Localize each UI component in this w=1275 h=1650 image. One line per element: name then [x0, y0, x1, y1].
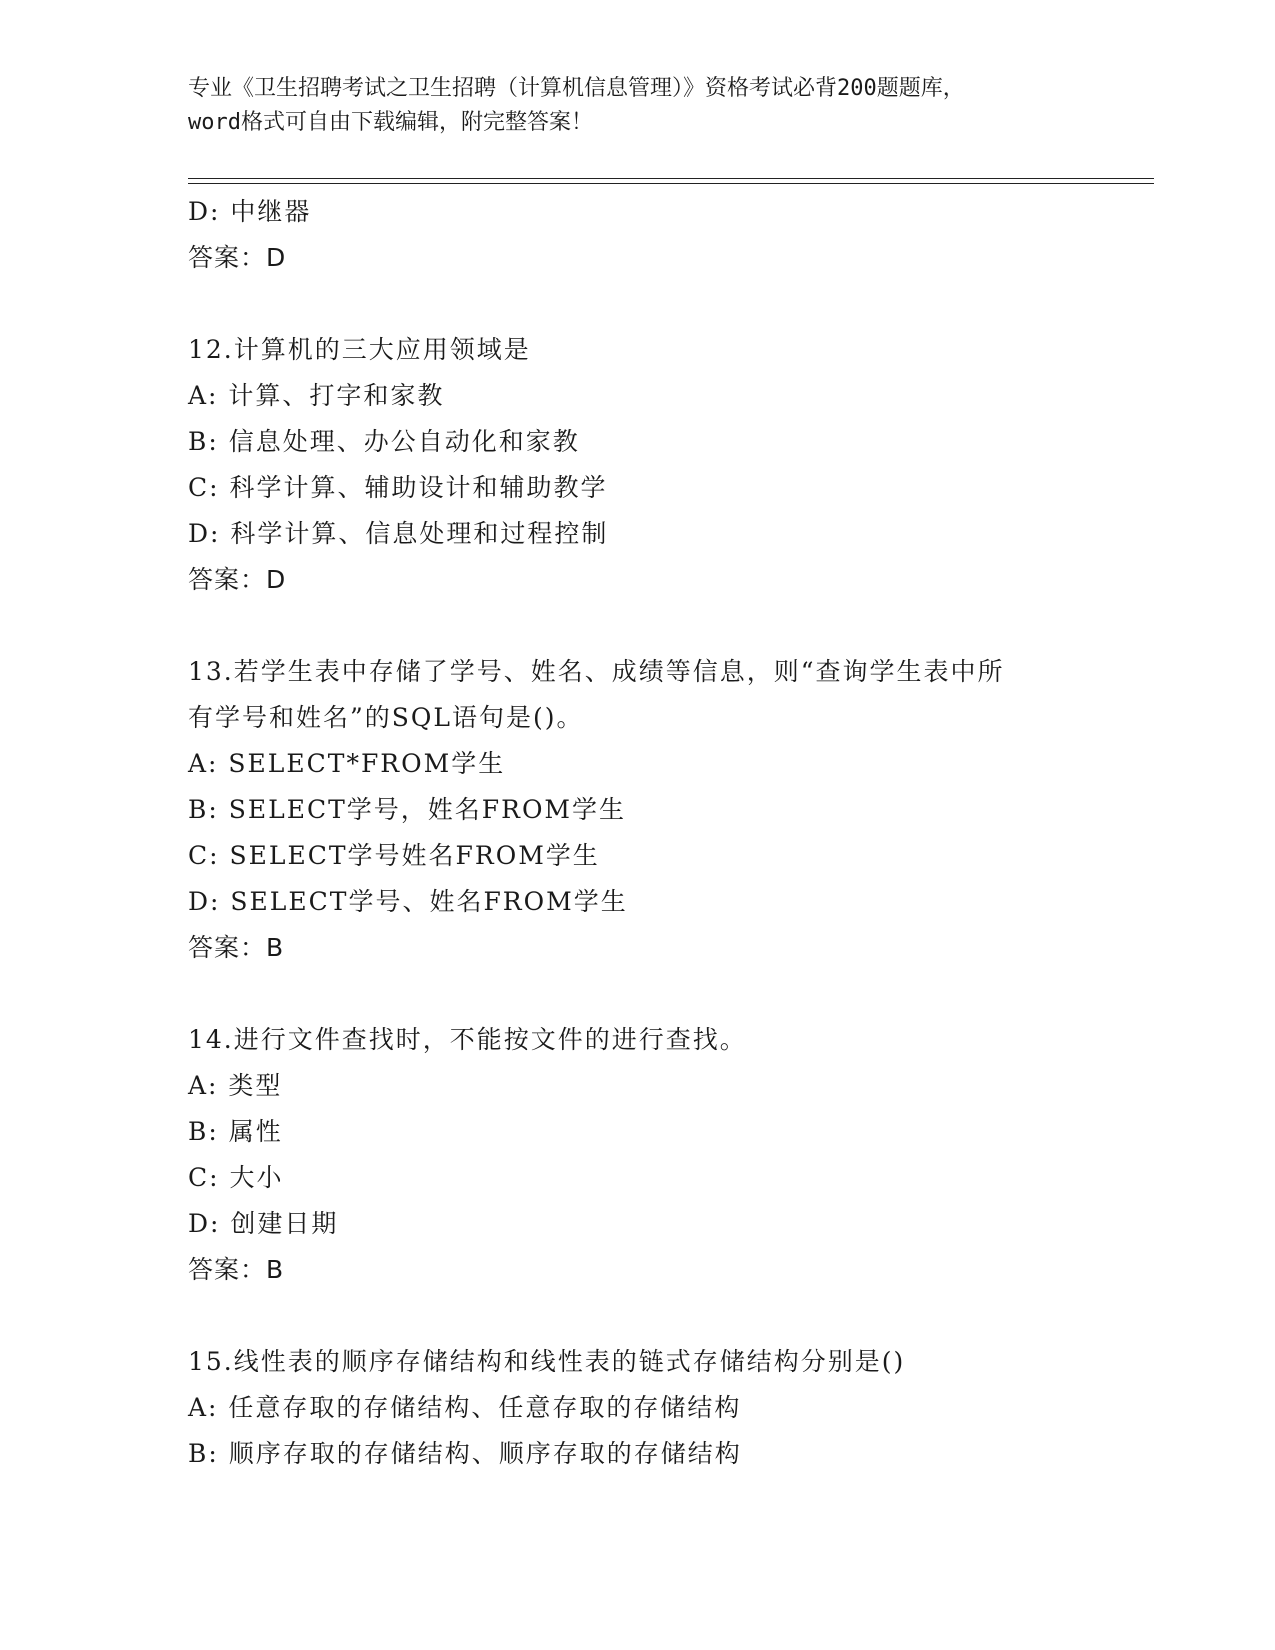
option-c: C: 大小 — [188, 1163, 284, 1192]
header-title-line-1: 专业《卫生招聘考试之卫生招聘（计算机信息管理）》资格考试必背200题题库， — [188, 76, 965, 101]
header-divider-top — [188, 178, 1154, 179]
option-b: B: 顺序存取的存储结构、顺序存取的存储结构 — [188, 1439, 742, 1468]
header-divider-bottom — [188, 183, 1154, 184]
option-d: D: 中继器 — [188, 197, 312, 226]
question-stem-continued: 有学号和姓名”的SQL语句是()。 — [188, 703, 584, 732]
option-b: B: 信息处理、办公自动化和家教 — [188, 427, 580, 456]
spacer — [188, 603, 1088, 649]
question-block-13 — [188, 649, 1088, 971]
answer-line: 答案：B — [188, 1255, 285, 1284]
question-stem: 14.进行文件查找时，不能按文件的进行查找。 — [188, 1025, 747, 1054]
question-stem: 15.线性表的顺序存储结构和线性表的链式存储结构分别是() — [188, 1347, 906, 1376]
question-block-11 — [188, 189, 1088, 281]
answer-line: 答案：D — [188, 243, 287, 272]
option-a: A: 任意存取的存储结构、任意存取的存储结构 — [188, 1393, 742, 1422]
question-stem: 13.若学生表中存储了学号、姓名、成绩等信息，则“查询学生表中所 — [188, 657, 1005, 686]
header-title-line-2: word格式可自由下载编辑，附完整答案！ — [188, 110, 593, 135]
option-d: D: SELECT学号、姓名FROM学生 — [188, 887, 628, 916]
question-list — [188, 189, 1088, 1477]
option-c: C: SELECT学号姓名FROM学生 — [188, 841, 600, 870]
option-a: A: 类型 — [188, 1071, 283, 1100]
option-b: B: 属性 — [188, 1117, 283, 1146]
option-c: C: 科学计算、辅助设计和辅助教学 — [188, 473, 608, 502]
option-d: D: 创建日期 — [188, 1209, 339, 1238]
option-d: D: 科学计算、信息处理和过程控制 — [188, 519, 609, 548]
answer-line: 答案：B — [188, 933, 285, 962]
spacer — [188, 281, 1088, 327]
question-stem: 12.计算机的三大应用领域是 — [188, 335, 531, 364]
question-block-15 — [188, 1339, 1088, 1477]
spacer — [188, 971, 1088, 1017]
answer-line: 答案：D — [188, 565, 287, 594]
question-block-12 — [188, 327, 1088, 603]
option-a: A: SELECT*FROM学生 — [188, 749, 506, 778]
document-header — [188, 72, 1088, 140]
option-a: A: 计算、打字和家教 — [188, 381, 445, 410]
option-b: B: SELECT学号，姓名FROM学生 — [188, 795, 627, 824]
question-block-14 — [188, 1017, 1088, 1293]
spacer — [188, 1293, 1088, 1339]
